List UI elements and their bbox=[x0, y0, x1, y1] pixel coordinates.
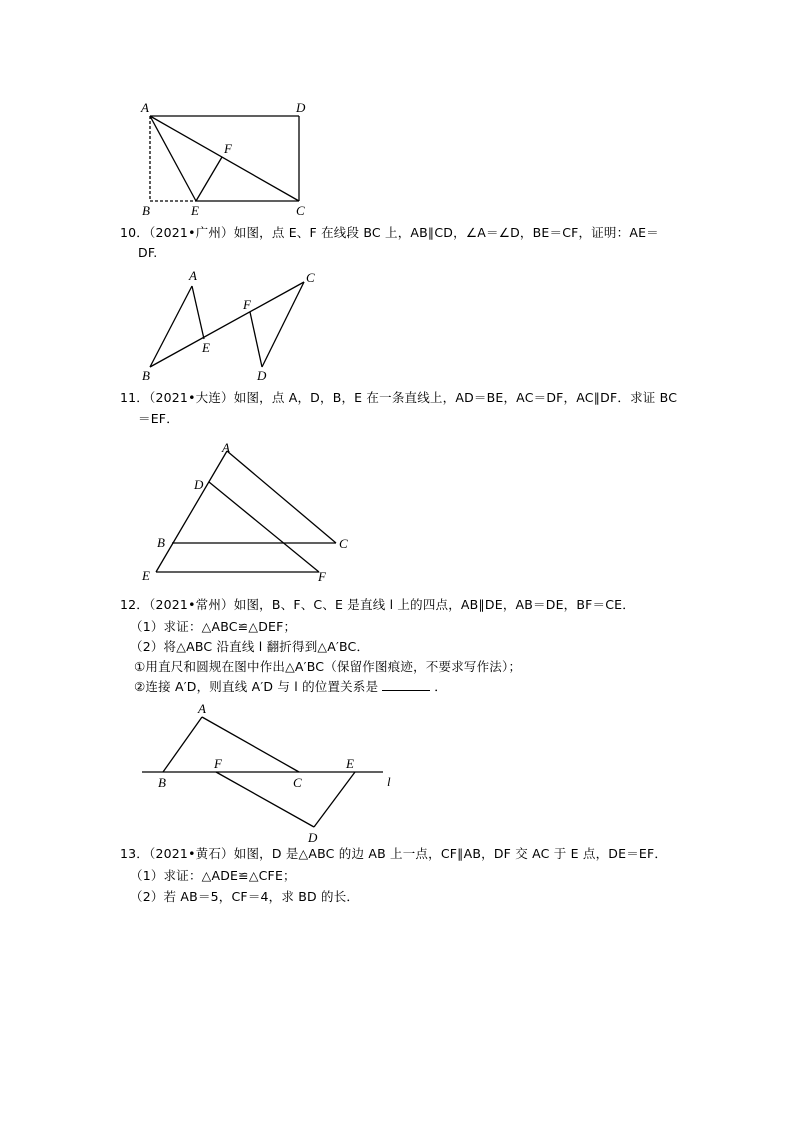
problem-12-sub2-end: ． bbox=[434, 679, 447, 694]
label-c: C bbox=[293, 775, 302, 790]
segment-ef bbox=[196, 157, 222, 201]
segment-bc bbox=[150, 282, 304, 367]
label-f: F bbox=[224, 141, 232, 156]
label-f: F bbox=[243, 297, 251, 312]
label-e: E bbox=[346, 756, 354, 771]
label-e: E bbox=[202, 340, 210, 355]
problem-10-line2: DF. bbox=[138, 245, 158, 260]
figure-problem-10 bbox=[130, 262, 330, 387]
figure-problem-11 bbox=[130, 436, 360, 586]
label-b: B bbox=[158, 775, 166, 790]
label-f: F bbox=[214, 756, 222, 771]
label-b: B bbox=[142, 203, 150, 218]
segment-dc bbox=[262, 282, 304, 367]
label-c: C bbox=[339, 536, 348, 551]
problem-13-part2: （2）若 AB＝5，CF＝4，求 BD 的长． bbox=[130, 889, 360, 904]
label-a: A bbox=[198, 701, 206, 716]
segment-ae bbox=[192, 286, 204, 339]
label-a: A bbox=[189, 268, 197, 283]
label-c: C bbox=[296, 203, 305, 218]
problem-12-sub2-text: ②连接 A′D，则直线 A′D 与 l 的位置关系是 bbox=[134, 679, 379, 694]
segment-ac bbox=[227, 451, 336, 543]
label-a: A bbox=[222, 440, 230, 455]
problem-10-line1: 10．（2021•广州）如图，点 E、F 在线段 BC 上，AB∥CD，∠A＝∠D，BE＝CF，证明：AE＝ bbox=[120, 225, 659, 240]
label-b: B bbox=[157, 535, 165, 550]
problem-12-part1: （1）求证：△ABC≌△DEF； bbox=[130, 619, 297, 634]
problem-11-line2: ＝EF． bbox=[138, 411, 179, 426]
problem-11-line1: 11．（2021•大连）如图，点 A，D，B，E 在一条直线上，AD＝BE，AC＝DF，AC∥DF．求证 BC bbox=[120, 390, 678, 405]
label-a: A bbox=[141, 100, 149, 115]
segment-df bbox=[209, 482, 319, 572]
problem-13-part1: （1）求证：△ADE≌△CFE； bbox=[130, 868, 296, 883]
label-f: F bbox=[318, 569, 326, 584]
problem-12-part2: （2）将△ABC 沿直线 l 翻折得到△A′BC． bbox=[130, 639, 370, 654]
label-c: C bbox=[306, 270, 315, 285]
label-e: E bbox=[142, 568, 150, 583]
figure-problem-12 bbox=[130, 700, 410, 850]
problem-12-line1: 12．（2021•常州）如图，B、F、C、E 是直线 l 上的四点，AB∥DE，AB＝DE，BF＝CE． bbox=[120, 597, 635, 612]
segment-fd bbox=[250, 312, 262, 367]
label-d: D bbox=[194, 477, 204, 492]
label-d: D bbox=[296, 100, 306, 115]
segment-de bbox=[314, 772, 355, 827]
problem-12-sub1: ①用直尺和圆规在图中作出△A′BC（保留作图痕迹，不要求写作法）； bbox=[134, 659, 522, 674]
segment-ab bbox=[163, 717, 202, 772]
label-d: D bbox=[257, 368, 267, 383]
segment-ae bbox=[156, 451, 227, 572]
label-l: l bbox=[387, 774, 391, 789]
problem-12-sub2 bbox=[134, 678, 447, 696]
figure-rectangle-abcd bbox=[130, 96, 330, 221]
answer-blank[interactable] bbox=[382, 678, 430, 691]
label-e: E bbox=[191, 203, 199, 218]
label-d: D bbox=[308, 830, 318, 845]
label-b: B bbox=[142, 368, 150, 383]
problem-13-line1: 13．（2021•黄石）如图，D 是△ABC 的边 AB 上一点，CF∥AB，DF 交 AC 于 E 点，DE＝EF． bbox=[120, 846, 668, 861]
